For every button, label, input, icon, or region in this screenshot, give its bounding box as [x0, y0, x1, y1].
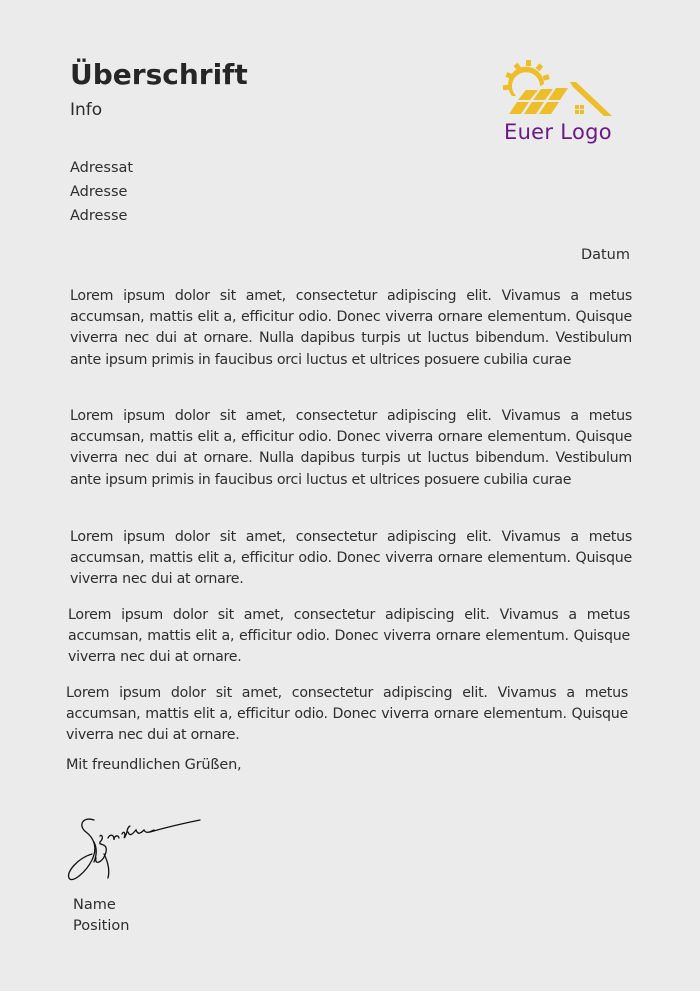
- signer-name: Name: [73, 897, 116, 913]
- address-line: Adresse: [70, 184, 128, 200]
- closing: Mit freundlichen Grüßen,: [66, 757, 242, 773]
- date: Datum: [580, 247, 630, 263]
- address-line: Adresse: [70, 208, 128, 224]
- recipient-address: [70, 156, 133, 228]
- signer-position: Position: [73, 918, 130, 934]
- body-paragraph: Lorem ipsum dolor sit amet, consectetur adipiscing elit. Vivamus a metus accumsan, mattis elit a, efficitur odio. Donec viverra ornare elementum. Quisque viverra nec dui at ornare. Nulla dapibus turpis ut luctus bibendum. Vestibulum ante ipsum primis in faucibus orci luctus et ultrices posuere cubilia curae: [70, 288, 632, 368]
- signature-icon: [64, 812, 204, 884]
- body-paragraph: Lorem ipsum dolor sit amet, consectetur adipiscing elit. Vivamus a metus accumsan, mattis elit a, efficitur odio. Donec viverra ornare elementum. Quisque viverra nec dui at ornare.: [70, 529, 632, 588]
- recipient-name: Adressat: [70, 160, 134, 176]
- signer-block: [73, 895, 129, 937]
- body-paragraph: Lorem ipsum dolor sit amet, consectetur adipiscing elit. Vivamus a metus accumsan, mattis elit a, efficitur odio. Donec viverra ornare elementum. Quisque viverra nec dui at ornare. Nulla dapibus turpis ut luctus bibendum. Vestibulum ante ipsum primis in faucibus orci luctus et ultrices posuere cubilia curae: [70, 408, 632, 488]
- logo-text: Euer Logo: [504, 120, 612, 144]
- page-title: Überschrift: [70, 58, 248, 91]
- body-paragraph: Lorem ipsum dolor sit amet, consectetur adipiscing elit. Vivamus a metus accumsan, mattis elit a, efficitur odio. Donec viverra ornare elementum. Quisque viverra nec dui at ornare.: [68, 607, 630, 666]
- body-paragraph: Lorem ipsum dolor sit amet, consectetur adipiscing elit. Vivamus a metus accumsan, mattis elit a, efficitur odio. Donec viverra ornare elementum. Quisque viverra nec dui at ornare.: [66, 685, 628, 744]
- header-info: Info: [70, 100, 103, 120]
